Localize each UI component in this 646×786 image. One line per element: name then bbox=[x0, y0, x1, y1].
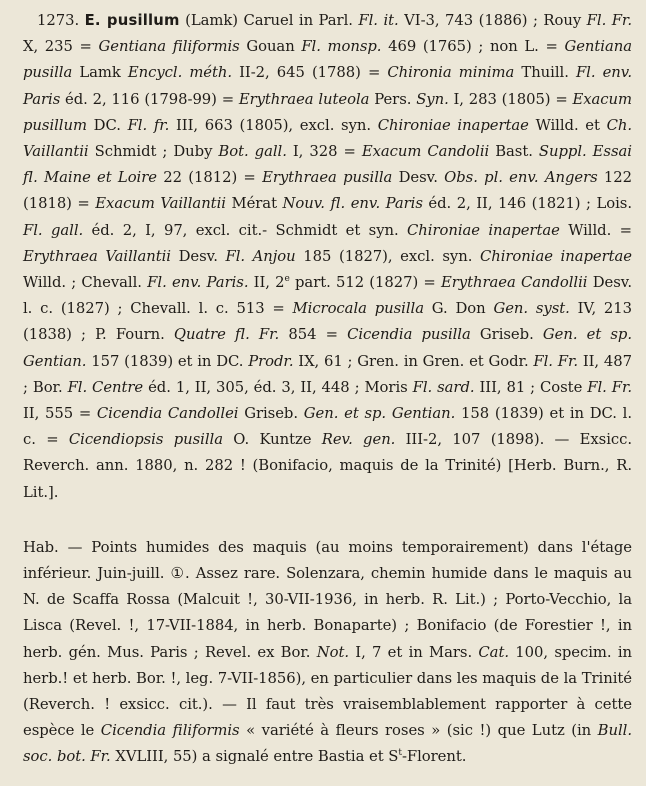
entry-text: Griseb. bbox=[470, 326, 543, 344]
reference-title: Gen. et sp. Gentian. bbox=[303, 405, 456, 423]
synonym-name: Gentiana filiformis bbox=[98, 38, 240, 56]
synonym-name: Exacum Candolii bbox=[361, 143, 490, 161]
entry-text: Desv. bbox=[170, 247, 226, 265]
entry-number: 1273. bbox=[37, 12, 80, 29]
species-entry bbox=[23, 8, 632, 506]
entry-text: Griseb. bbox=[238, 405, 304, 423]
synonym-name: Erythraea Candollii bbox=[441, 274, 588, 292]
entry-text: Lamk bbox=[72, 64, 128, 82]
species-entry-paragraph bbox=[23, 8, 632, 506]
entry-text: Thuill. bbox=[514, 64, 576, 82]
entry-text: 157 (1839) et in DC. bbox=[86, 352, 249, 370]
synonym-name: Erythraea Vaillantii bbox=[23, 247, 171, 265]
entry-text: Mérat bbox=[225, 195, 283, 213]
reference-title: Fl. Fr. bbox=[533, 352, 579, 370]
entry-text: éd. 1, II, 305, éd. 3, II, 448 ; Moris bbox=[143, 378, 413, 396]
habitat-text: 100, specim. in herb.! et herb. Bor. !, leg. 7-VII-1856), en particulier dans les maquis de la Trinité (Reverch. ! exsicc. cit.). — Il faut très vraisemblablement rapporter à cette espèce le bbox=[23, 643, 632, 740]
entry-text: G. Don bbox=[423, 300, 494, 318]
entry-text: Willd. = bbox=[559, 221, 632, 239]
reference-title: Nouv. fl. env. Paris bbox=[282, 195, 423, 213]
entry-text: (Lamk) Caruel in Parl. bbox=[179, 12, 359, 29]
entry-text: 22 (1812) = bbox=[156, 169, 263, 187]
habitat-text: « variété à fleurs roses » (sic !) que Lutz (in bbox=[239, 722, 598, 740]
reference-title: Bot. gall. bbox=[218, 143, 287, 161]
entry-text: Willd. et bbox=[528, 116, 607, 134]
entry-text: Bast. bbox=[489, 143, 539, 161]
entry-text: III, 81 ; Coste bbox=[474, 378, 588, 396]
reference-title: Fl. sard. bbox=[412, 378, 475, 396]
reference-title: Fl. Centre bbox=[67, 378, 144, 396]
synonym-name: Ch. Vaillantii bbox=[23, 116, 632, 161]
reference-title: Rev. gen. bbox=[321, 431, 396, 449]
synonym-name: Cicendia Candollei bbox=[96, 405, 239, 423]
reference-title: Fl. fr. bbox=[127, 116, 170, 134]
synonym-name: Exacum Vaillantii bbox=[95, 195, 226, 213]
reference-title: Fl. gall. bbox=[23, 221, 84, 239]
reference-title: Syn. bbox=[416, 90, 449, 108]
synonym-name: Chironiae inapertae bbox=[377, 116, 529, 134]
species-name: E. pusillum bbox=[84, 12, 180, 29]
reference-title: Suppl. Essai fl. Maine et Loire bbox=[23, 143, 632, 187]
reference-title: Fl. monsp. bbox=[301, 38, 382, 56]
annual-symbol: ① bbox=[170, 565, 186, 583]
habitat-text: -Florent. bbox=[401, 748, 467, 766]
synonym-name: Gentiana pusilla bbox=[23, 38, 633, 82]
reference-title: Fl. env. Paris bbox=[23, 64, 632, 108]
reference-title: Obs. pl. env. Angers bbox=[444, 169, 598, 187]
habitat-paragraph bbox=[23, 535, 632, 771]
entry-text: Willd. ; Chevall. bbox=[23, 274, 148, 292]
reference-title: Encycl. méth. bbox=[127, 64, 233, 82]
reference-title: Cat. bbox=[478, 643, 509, 661]
synonym-name: Erythraea luteola bbox=[238, 90, 370, 108]
reference-title: Fl. Fr. bbox=[586, 12, 632, 29]
entry-text: II, 2 bbox=[248, 274, 285, 292]
reference-title: Fl. env. Paris. bbox=[147, 274, 249, 292]
entry-text: 185 (1827), excl. syn. bbox=[295, 247, 480, 265]
reference-title: Not. bbox=[316, 643, 350, 661]
entry-text: Desv. bbox=[392, 169, 445, 187]
synonym-name: Erythraea pusilla bbox=[262, 169, 393, 187]
entry-text: O. Kuntze bbox=[222, 431, 322, 449]
synonym-name: Microcala pusilla bbox=[292, 300, 424, 318]
habitat-text: I, 7 et in Mars. bbox=[349, 643, 479, 661]
synonym-name: Exacum pusillum bbox=[23, 90, 632, 134]
entry-text: IX, 61 ; Gren. in Gren. et Godr. bbox=[293, 352, 534, 370]
entry-text: VI-3, 743 (1886) ; Rouy bbox=[398, 12, 587, 29]
entry-text: III-2, 107 (1898). — Exsicc. Reverch. ann. 1880, n. 282 ! (Bonifacio, maquis de la Trinité) [Herb. Burn., R. Lit.]. bbox=[23, 431, 633, 501]
reference-title: Bull. soc. bot. Fr. bbox=[23, 722, 632, 766]
reference-title: Fl. Fr. bbox=[587, 378, 632, 396]
entry-text: IV, 213 (1838) ; P. Fourn. bbox=[23, 300, 633, 344]
entry-text: éd. 2, II, 146 (1821) ; Lois. bbox=[422, 195, 633, 213]
entry-text: Desv. l. c. (1827) ; Chevall. l. c. 513 = bbox=[23, 274, 632, 318]
entry-text: 158 (1839) et in DC. l. c. = bbox=[23, 405, 633, 449]
reference-title: Gen. et sp. Gentian. bbox=[23, 326, 633, 370]
entry-text: 122 (1818) = bbox=[23, 169, 633, 213]
synonym-name: Cicendia filiformis bbox=[100, 722, 240, 740]
entry-text: éd. 2, 116 (1798-99) = bbox=[60, 90, 239, 108]
superscript: e bbox=[284, 274, 290, 285]
superscript: t bbox=[398, 748, 402, 759]
reference-title: Fl. it. bbox=[358, 12, 399, 29]
entry-text: Schmidt ; Duby bbox=[88, 143, 219, 161]
entry-text: I, 283 (1805) = bbox=[448, 90, 573, 108]
entry-text: DC. bbox=[86, 116, 128, 134]
habitat-section bbox=[23, 535, 632, 771]
synonym-name: Cicendia pusilla bbox=[347, 326, 471, 344]
entry-text: III, 663 (1805), excl. syn. bbox=[169, 116, 378, 134]
synonym-name: Chironiae inapertae bbox=[479, 247, 633, 265]
reference-title: Prodr. bbox=[248, 352, 294, 370]
entry-text: I, 328 = bbox=[286, 143, 362, 161]
reference-title: Quatre fl. Fr. bbox=[173, 326, 280, 344]
entry-text: II, 487 ; Bor. bbox=[23, 352, 632, 396]
entry-text: éd. 2, I, 97, excl. cit.- Schmidt et syn. bbox=[83, 221, 408, 239]
synonym-name: Chironia minima bbox=[387, 64, 515, 82]
reference-title: Gen. syst. bbox=[493, 300, 570, 318]
synonym-name: Chironiae inapertae bbox=[407, 221, 560, 239]
entry-text: 469 (1765) ; non L. = bbox=[381, 38, 565, 56]
entry-text: II, 555 = bbox=[23, 405, 97, 423]
entry-text: Pers. bbox=[369, 90, 417, 108]
entry-text: II-2, 645 (1788) = bbox=[232, 64, 388, 82]
habitat-text: . Assez rare. Solenzara, chemin humide dans le maquis au N. de Scaffa Rossa (Malcuit !, 30-VII-1936, in herb. R. Lit.) ; Porto-Vecchio, la Lisca (Revel. !, 17-VII-1884, in herb. Bonaparte) ; Bonifacio (de Forestier !, in herb. gén. Mus. Paris ; Revel. ex Bor. bbox=[23, 565, 632, 661]
synonym-name: Cicendiopsis pusilla bbox=[68, 431, 223, 449]
entry-text: part. 512 (1827) = bbox=[289, 274, 441, 292]
reference-title: Fl. Anjou bbox=[225, 247, 296, 265]
entry-text: Gouan bbox=[239, 38, 302, 56]
habitat-text: Hab. — Points humides des maquis (au moins temporairement) dans l'étage inférieur. Juin-juill. bbox=[23, 538, 632, 583]
entry-text: 854 = bbox=[279, 326, 348, 344]
entry-text: X, 235 = bbox=[23, 38, 99, 56]
habitat-text: XVLIII, 55) a signalé entre Bastia et S bbox=[110, 748, 399, 766]
